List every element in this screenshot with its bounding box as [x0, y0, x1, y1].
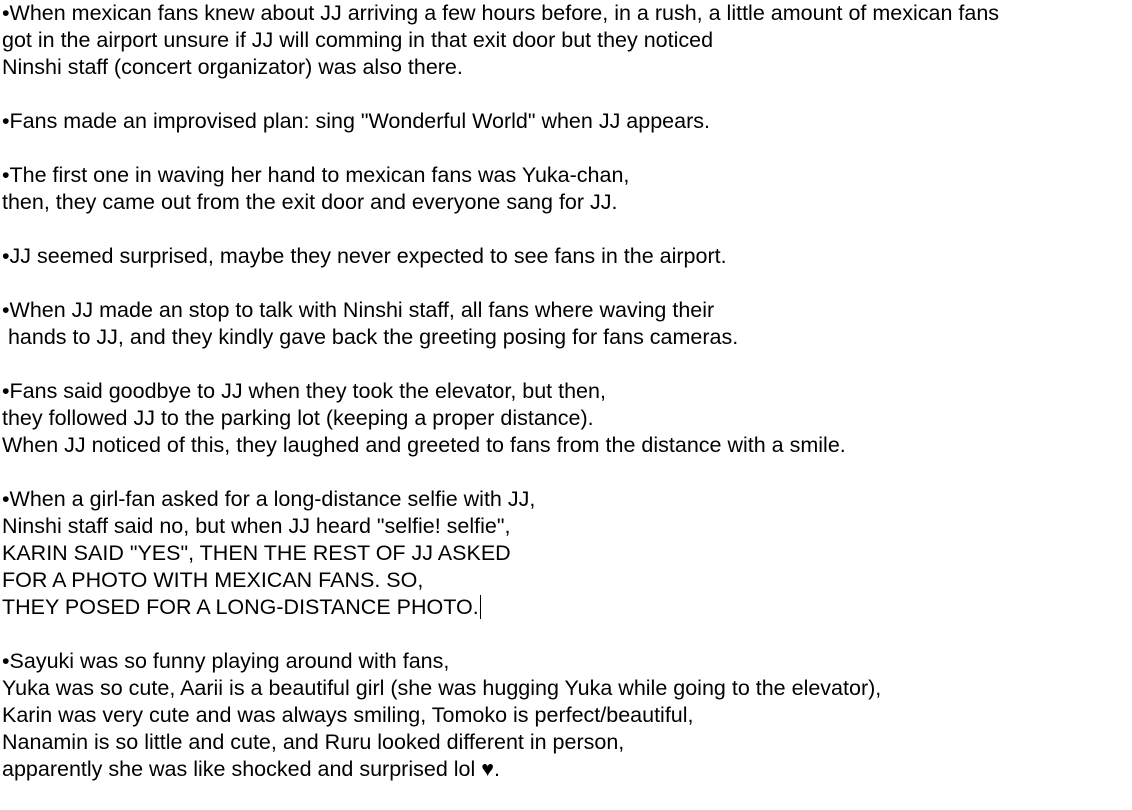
paragraph-selfie: [2, 486, 1130, 621]
paragraph-stop-greeting: [2, 297, 1130, 351]
text-line: Nanamin is so little and cute, and Ruru looked different in person,: [2, 730, 625, 754]
text-line: Karin was very cute and was always smiling, Tomoko is perfect/beautiful,: [2, 703, 694, 727]
text-line: Ninshi staff (concert organizator) was also there.: [2, 55, 463, 79]
text-line: •Fans made an improvised plan: sing "Wonderful World" when JJ appears.: [2, 109, 710, 133]
paragraph-surprised: [2, 243, 1130, 270]
text-line: then, they came out from the exit door and everyone sang for JJ.: [2, 190, 618, 214]
text-line: •Sayuki was so funny playing around with fans,: [2, 649, 450, 673]
text-line: Yuka was so cute, Aarii is a beautiful girl (she was hugging Yuka while going to the elevator),: [2, 676, 882, 700]
text-line: •When mexican fans knew about JJ arriving a few hours before, in a rush, a little amount of mexican fans: [2, 1, 1000, 25]
text-line-with-caret[interactable]: [2, 594, 1130, 621]
text-line: Ninshi staff said no, but when JJ heard "selfie! selfie",: [2, 514, 511, 538]
text-line: apparently she was like shocked and surprised lol ♥.: [2, 757, 500, 781]
text-line: hands to JJ, and they kindly gave back the greeting posing for fans cameras.: [2, 325, 739, 349]
text-line: •JJ seemed surprised, maybe they never expected to see fans in the airport.: [2, 244, 727, 268]
document-body: [2, 0, 1130, 810]
paragraph-parking-lot: [2, 378, 1130, 459]
text-line: they followed JJ to the parking lot (keeping a proper distance).: [2, 406, 594, 430]
text-line: FOR A PHOTO WITH MEXICAN FANS. SO,: [2, 568, 424, 592]
text-line: THEY POSED FOR A LONG-DISTANCE PHOTO.: [2, 595, 479, 619]
text-line: •The first one in waving her hand to mexican fans was Yuka-chan,: [2, 163, 630, 187]
text-line: got in the airport unsure if JJ will comming in that exit door but they noticed: [2, 28, 714, 52]
paragraph-improvised-plan: [2, 108, 1130, 135]
text-line: KARIN SAID "YES", THEN THE REST OF JJ ASKED: [2, 541, 511, 565]
paragraph-airport-arrival: [2, 0, 1130, 81]
text-line: •Fans said goodbye to JJ when they took the elevator, but then,: [2, 379, 606, 403]
text-line: When JJ noticed of this, they laughed and greeted to fans from the distance with a smile.: [2, 433, 846, 457]
text-line: •When JJ made an stop to talk with Ninshi staff, all fans where waving their: [2, 298, 715, 322]
paragraph-members: [2, 648, 1130, 783]
paragraph-first-wave: [2, 162, 1130, 216]
text-line: •When a girl-fan asked for a long-distance selfie with JJ,: [2, 487, 536, 511]
text-cursor: [480, 595, 481, 619]
